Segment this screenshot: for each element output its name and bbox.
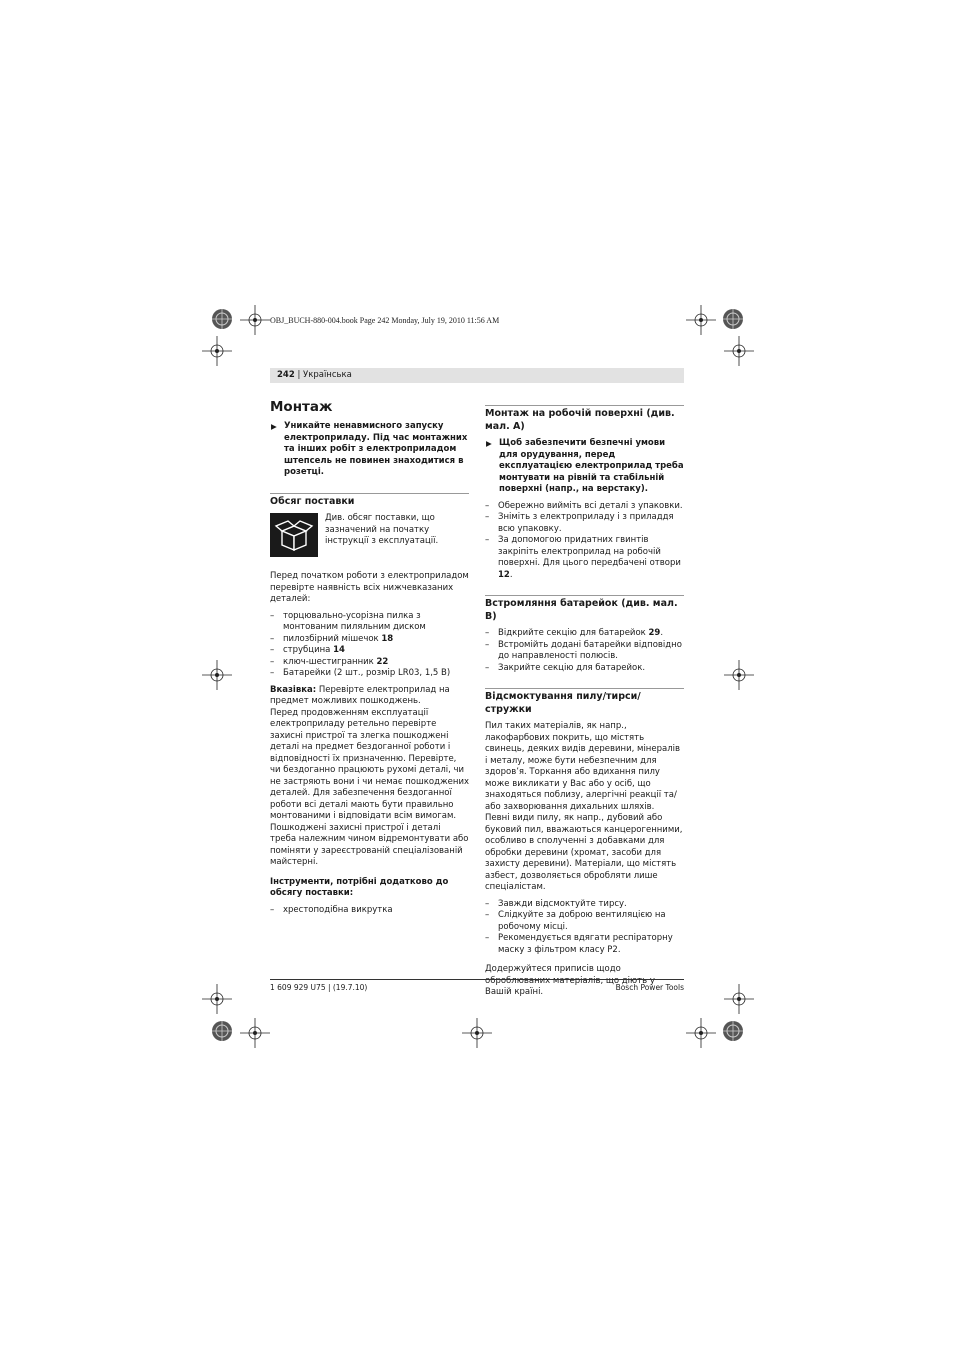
registration-mark-icon: [210, 1019, 234, 1043]
list-item: – Батарейки (2 шт., розмір LR03, 1,5 В): [270, 668, 451, 678]
scope-box-text: Див. обсяг поставки, що зазначений на початку інструкції з експлуатації.: [325, 513, 439, 546]
crosshair-mark-icon: [724, 336, 754, 366]
mount-warning: [485, 438, 684, 496]
list-item: – Слідкуйте за доброю вентиляцією на робочому місці.: [485, 910, 666, 932]
crosshair-mark-icon: [686, 305, 716, 335]
mount-list: [485, 501, 684, 582]
page-title: Монтаж: [270, 399, 333, 415]
list-item: – торцювально-усорізна пилка з монтованим пиляльним диском: [270, 610, 426, 632]
crosshair-mark-icon: [240, 1018, 270, 1048]
footer-doc-number: 1 609 929 U75 | (19.7.10): [270, 983, 368, 992]
page-number: 242: [277, 370, 295, 380]
header-separator: |: [294, 370, 304, 380]
crosshair-mark-icon: [686, 1018, 716, 1048]
scope-box-row: [270, 513, 469, 557]
crosshair-mark-icon: [202, 660, 232, 690]
mount-warning-text: Щоб забезпечити безпечні умови для орудування, перед експлуатацією електроприлад треба монтувати на рівній та стабільній поверхні (напр., на верстаку).: [499, 438, 684, 494]
scope-note-p2: Перед продовженням експлуатації електроприладу ретельно перевірте захисні пристрої та злегка пошкоджені деталі на предмет бездоганної роботи і відповідності їх призначенню. Перевірте, чи бездоганно працюють рухомі деталі, чи не застряють вони і чи немає пошкоджених деталей. Для забезпечення бездоганної роботи всі деталі мають бути правильно монтованими і відповідати всім вимогам.: [270, 707, 469, 821]
dust-closing: Додержуйтеся приписів щодо оброблюваних матеріалів, що діють у Вашій країні.: [485, 964, 655, 997]
dust-list: [485, 899, 684, 957]
dust-paragraph-1: Пил таких матеріалів, як напр., лакофарбових покрить, що містять свинець, деяких видів деревини, мінералів і металу, може бути небезпечним для здоров’я. Торкання або вдихання пилу може викликати у Вас або у осіб, що знаходяться поблизу, алергічні реакції та/або захворювання дихальних шляхів.: [485, 721, 681, 812]
crosshair-mark-icon: [462, 1018, 492, 1048]
scope-note: Вказівка: Перевірте електроприлад на предмет можливих пошкоджень.: [270, 684, 450, 706]
list-item: – струбцина 14: [270, 645, 345, 655]
scope-note-p3: Пошкоджені захисні пристрої і деталі треба належним чином відремонтувати або поміняти у зареєстрованій спеціалізованій майстерні.: [270, 822, 469, 867]
arrow-bullet-icon: ▶: [271, 422, 277, 431]
header-language: Українська: [303, 370, 352, 380]
dust-paragraph-2: Певні види пилу, як напр., дубовий або буковий пил, вважаються канцерогенними, особливо в сполученні з добавками для обробки деревини (хромат, засоби для захисту деревини). Матеріали, що містять азбест, дозволяється обробляти лише спеціалістам.: [485, 813, 683, 892]
list-item: – ключ-шестигранник 22: [270, 656, 389, 667]
print-slug: OBJ_BUCH-880-004.book Page 242 Monday, July 19, 2010 11:56 AM: [270, 316, 500, 325]
battery-list: [485, 628, 684, 674]
section-heading-dust: Відсмоктування пилу/тирси/стружки: [485, 688, 684, 716]
scope-intro: Перед початком роботи з електроприладом перевірте наявність всіх нижчевказаних деталей:: [270, 571, 469, 604]
left-column: [270, 398, 469, 916]
right-column: [485, 405, 684, 999]
list-item: – За допомогою придатних гвинтів закріпіть електроприлад на робочій поверхні. Для цього передбачені отвори 12.: [485, 535, 681, 580]
list-item: – пилозбірний мішечок 18: [270, 633, 394, 644]
list-item: – Закрийте секцію для батарейок.: [485, 662, 646, 673]
crosshair-mark-icon: [202, 984, 232, 1014]
list-item: – Рекомендується вдягати респіраторну маску з фільтром класу Р2.: [485, 933, 673, 955]
open-box-icon: [270, 513, 318, 557]
crosshair-mark-icon: [724, 984, 754, 1014]
section-heading-battery: Встромляння батарейок (див. мал. В): [485, 595, 684, 623]
scope-list: [270, 611, 469, 680]
crosshair-mark-icon: [202, 336, 232, 366]
section-heading-mount: Монтаж на робочій поверхні (див. мал. А): [485, 405, 684, 433]
warning-block: [270, 421, 469, 479]
registration-mark-icon: [721, 1019, 745, 1043]
tools-heading: Інструменти, потрібні додатково до обсягу поставки:: [270, 876, 449, 898]
crosshair-mark-icon: [724, 660, 754, 690]
registration-mark-icon: [210, 307, 234, 331]
list-item: – Завжди відсмоктуйте тирсу.: [485, 898, 627, 909]
crosshair-mark-icon: [240, 305, 270, 335]
list-item: – Встромійть додані батарейки відповідно до направленості полюсів.: [485, 639, 682, 661]
registration-mark-icon: [721, 307, 745, 331]
section-heading-scope: Обсяг поставки: [270, 493, 469, 509]
page-header: [270, 368, 684, 383]
arrow-bullet-icon: ▶: [486, 439, 492, 448]
list-item: – Відкрийте секцію для батарейок 29.: [485, 628, 664, 638]
list-item: – Зніміть з електроприладу і з приладдя всю упаковку.: [485, 512, 674, 534]
footer-brand: Bosch Power Tools: [615, 983, 684, 992]
list-item: – Обережно вийміть всі деталі з упаковки.: [485, 500, 683, 511]
warning-text: Уникайте ненавмисного запуску електроприладу. Під час монтажних та інших робіт з електроприладом штепсель не повинен знаходитися в розетці.: [284, 421, 468, 477]
list-item: – хрестоподібна викрутка: [270, 904, 393, 915]
footer-divider: [270, 979, 684, 980]
note-label: Вказівка:: [270, 684, 317, 695]
tools-list: [270, 905, 469, 917]
